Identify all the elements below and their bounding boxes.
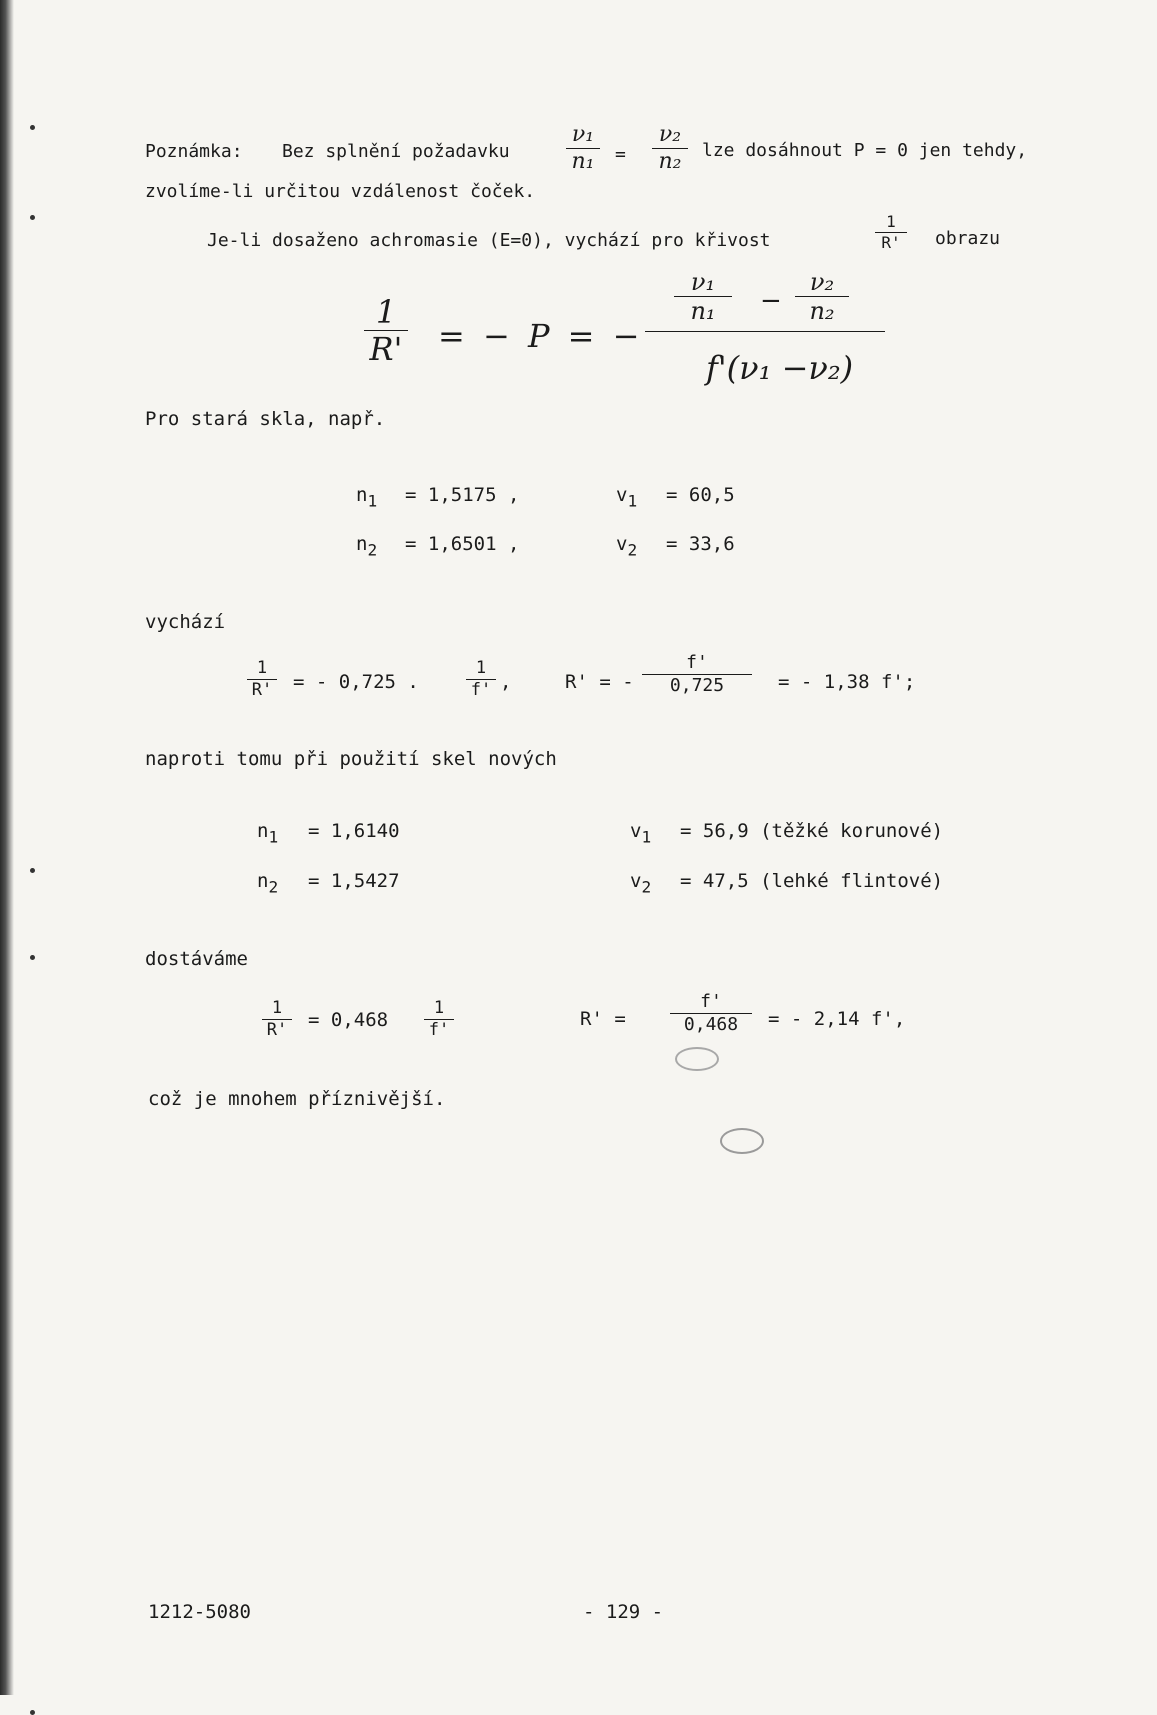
old-n2 (356, 535, 377, 559)
result-new-intro: dostáváme (145, 948, 248, 970)
fraction-denominator: n₁ (571, 149, 595, 174)
note-fraction-nu2-n2 (652, 124, 688, 173)
note-text-a: Bez splnění požadavku (282, 141, 510, 162)
symbol: v (616, 533, 628, 555)
formula-main-fraction-bar (645, 331, 885, 332)
note-line-2: zvolíme-li určitou vzdálenost čoček. (145, 181, 536, 202)
fraction-numerator: ν₂ (658, 122, 682, 147)
symbol: v (630, 870, 642, 892)
ink-smudge (720, 1128, 764, 1154)
achromasy-fraction-1-over-r (875, 214, 907, 251)
punch-hole (30, 125, 35, 130)
fraction-denominator: R' (266, 1020, 288, 1040)
result-new-fraction-1-over-r (262, 1000, 292, 1039)
punch-hole (30, 215, 35, 220)
fraction-numerator: f' (686, 652, 708, 673)
result-new-part-3: = - 2,14 f', (768, 1008, 906, 1030)
document-code: 1212-5080 (148, 1601, 251, 1623)
fraction-denominator: n₂ (658, 149, 682, 174)
result-new-part-2: R' = (580, 1008, 626, 1030)
achromasy-text-b: obrazu (935, 228, 1001, 249)
subscript: 2 (641, 877, 652, 897)
symbol: n (257, 870, 269, 892)
new-n2-value: = 1,5427 (308, 870, 400, 892)
fraction-denominator: R' (369, 330, 403, 368)
punch-hole (30, 868, 35, 873)
subscript: 2 (367, 540, 378, 560)
old-n2-value: = 1,6501 , (405, 533, 520, 555)
fraction-denominator: R' (881, 233, 901, 252)
subscript: 1 (367, 491, 378, 511)
fraction-numerator: 1 (375, 293, 397, 331)
fraction-numerator: ν₁ (690, 268, 716, 296)
result-old-fraction-1-over-r (247, 660, 277, 699)
punch-hole (30, 1710, 35, 1715)
fraction-denominator: 0,725 (669, 675, 725, 696)
result-old-part-3: = - 1,38 f'; (778, 671, 916, 693)
fraction-denominator: f' (428, 1020, 450, 1040)
page-number: - 129 - (583, 1601, 664, 1623)
formula-numerator-nu2-n2 (795, 270, 849, 323)
note-fraction-nu1-n1 (566, 124, 600, 173)
symbol: v (616, 484, 628, 506)
conclusion: což je mnohem příznivější. (148, 1088, 446, 1110)
formula-numerator-nu1-n1 (674, 270, 732, 323)
old-glass-intro: Pro stará skla, např. (145, 408, 386, 430)
punch-hole (30, 955, 35, 960)
fraction-denominator: n₁ (690, 297, 716, 325)
symbol: n (257, 820, 269, 842)
formula-numerator-minus: − (760, 286, 782, 316)
symbol: n (356, 533, 368, 555)
old-v1-value: = 60,5 (666, 484, 735, 506)
ink-smudge (675, 1047, 719, 1071)
fraction-numerator: 1 (886, 212, 896, 231)
fraction-denominator: n₂ (809, 297, 835, 325)
fraction-numerator: 1 (433, 998, 445, 1018)
new-v2-value: = 47,5 (lehké flintové) (680, 870, 944, 892)
result-new-fraction-f-over-0468 (670, 993, 752, 1034)
result-old-fraction-f-over-0725 (642, 654, 752, 695)
symbol: n (356, 484, 368, 506)
result-old-part-2: R' = - (565, 671, 634, 693)
old-v1 (616, 486, 637, 510)
result-old-fraction-1-over-f (466, 660, 496, 699)
old-v2-value: = 33,6 (666, 533, 735, 555)
new-n1-value: = 1,6140 (308, 820, 400, 842)
note-text-b: lze dosáhnout P = 0 jen tehdy, (702, 140, 1028, 161)
fraction-numerator: 1 (271, 998, 283, 1018)
note-equals: = (615, 144, 626, 165)
fraction-denominator: f' (470, 680, 492, 700)
result-new-part-1: = 0,468 (308, 1009, 389, 1031)
fraction-numerator: ν₁ (571, 122, 595, 147)
new-v1-value: = 56,9 (těžké korunové) (680, 820, 944, 842)
subscript: 1 (627, 491, 638, 511)
new-n1 (257, 822, 278, 846)
fraction-denominator: 0,468 (683, 1014, 739, 1035)
new-v1 (630, 822, 651, 846)
old-n1-value: = 1,5175 , (405, 484, 520, 506)
result-old-part-1: = - 0,725 . (293, 671, 419, 693)
new-n2 (257, 872, 278, 896)
formula-middle: = − P = − (438, 317, 644, 355)
subscript: 1 (641, 827, 652, 847)
formula-lhs-1-over-r (364, 293, 408, 368)
fraction-numerator: ν₂ (809, 268, 835, 296)
fraction-numerator: 1 (475, 658, 487, 678)
symbol: v (630, 820, 642, 842)
subscript: 2 (268, 877, 279, 897)
result-new-fraction-1-over-f (424, 1000, 454, 1039)
new-glass-intro: naproti tomu při použití skel nových (145, 748, 557, 770)
new-v2 (630, 872, 651, 896)
subscript: 1 (268, 827, 279, 847)
fraction-numerator: f' (700, 991, 722, 1012)
old-n1 (356, 486, 377, 510)
formula-denominator: f'(ν₁ −ν₂) (706, 349, 854, 387)
fraction-numerator: 1 (256, 658, 268, 678)
achromasy-text-a: Je-li dosaženo achromasie (E=0), vychází pro křivost (207, 230, 771, 251)
binding-edge (0, 0, 14, 1695)
subscript: 2 (627, 540, 638, 560)
fraction-denominator: R' (251, 680, 273, 700)
old-v2 (616, 535, 637, 559)
note-label: Poznámka: (145, 141, 243, 162)
result-old-comma: , (500, 671, 512, 693)
result-old-intro: vychází (145, 611, 226, 633)
